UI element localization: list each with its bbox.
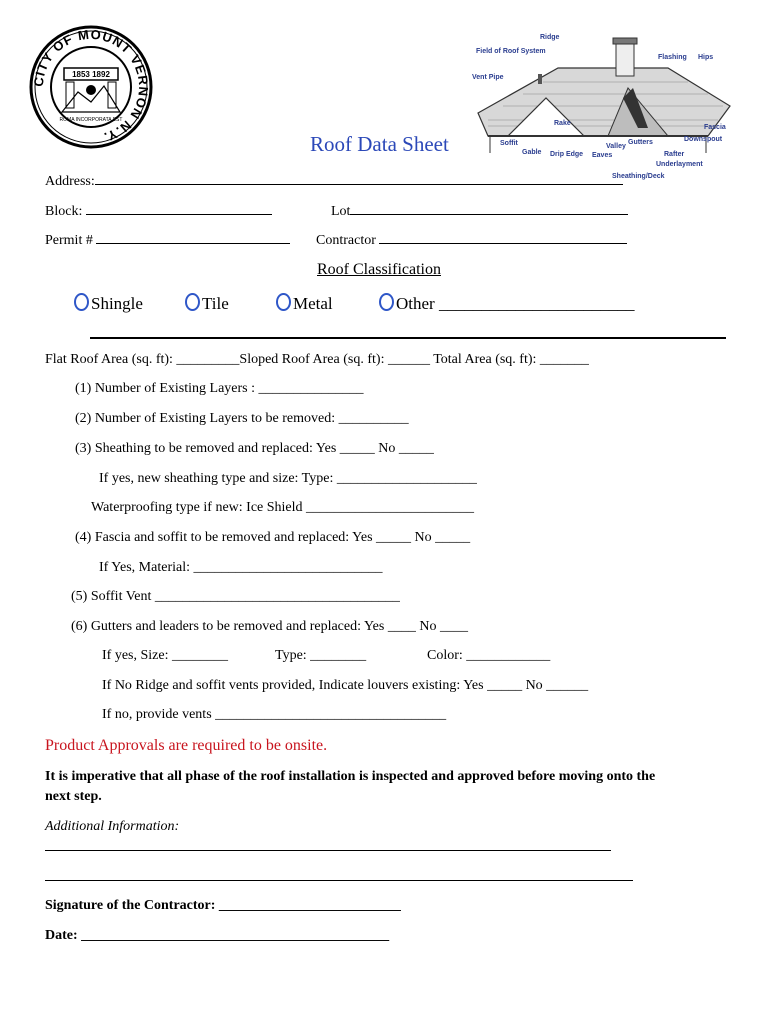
- option-metal[interactable]: [276, 293, 333, 314]
- tile-label: Tile: [202, 294, 229, 313]
- metal-radio[interactable]: [276, 293, 291, 311]
- svg-text:CITY OF MOUNT VERNON N.Y.: CITY OF MOUNT VERNON N.Y.: [30, 26, 152, 146]
- label-field: Field of Roof System: [476, 48, 546, 55]
- other-radio[interactable]: [379, 293, 394, 311]
- sloped-area[interactable]: Sloped Roof Area (sq. ft): ______: [239, 352, 430, 367]
- item-6b[interactable]: If No Ridge and soffit vents provided, Indicate louvers existing: Yes _____ No ______: [102, 678, 589, 693]
- item-2[interactable]: (2) Number of Existing Layers to be removed: __________: [75, 411, 409, 426]
- address-field[interactable]: [95, 172, 623, 185]
- option-shingle[interactable]: [74, 293, 143, 314]
- page-title: Roof Data Sheet: [310, 132, 449, 156]
- label-gable: Gable: [522, 149, 542, 156]
- label-vent-pipe: Vent Pipe: [472, 74, 504, 81]
- label-ridge: Ridge: [540, 34, 560, 41]
- item-6-color[interactable]: Color: ____________: [427, 648, 551, 663]
- section-divider: [90, 337, 726, 339]
- label-downspout: Downspout: [684, 136, 723, 143]
- option-other[interactable]: [379, 293, 634, 314]
- label-eaves: Eaves: [592, 152, 613, 159]
- label-flashing: Flashing: [658, 54, 687, 61]
- label-rake: Rake: [554, 120, 571, 127]
- item-6[interactable]: (6) Gutters and leaders to be removed and replaced: Yes ____ No ____: [71, 619, 468, 634]
- block-label: Block:: [45, 204, 83, 219]
- item-1[interactable]: (1) Number of Existing Layers : _______________: [75, 381, 364, 396]
- label-fascia: Fascia: [704, 124, 726, 131]
- total-area[interactable]: Total Area (sq. ft): _______: [433, 352, 589, 367]
- option-tile[interactable]: [185, 293, 229, 314]
- permit-field[interactable]: [96, 231, 290, 244]
- label-underlayment: Underlayment: [656, 161, 703, 168]
- roof-diagram: [468, 28, 738, 186]
- shingle-label: Shingle: [91, 294, 143, 313]
- lot-field[interactable]: [350, 202, 628, 215]
- date-field[interactable]: Date: ____________________________________________: [45, 928, 390, 943]
- additional-info-line-1[interactable]: [45, 850, 611, 851]
- label-drip-edge: Drip Edge: [550, 151, 584, 158]
- address-row: [45, 172, 623, 190]
- permit-label: Permit #: [45, 233, 93, 248]
- svg-text:ROMA INCORPORATA EST: ROMA INCORPORATA EST: [59, 117, 123, 123]
- additional-info-line-2[interactable]: [45, 880, 633, 881]
- tile-radio[interactable]: [185, 293, 200, 311]
- label-soffit: Soffit: [500, 140, 518, 147]
- imperative-line-1: It is imperative that all phase of the roof installation is inspected and approved before moving onto the: [45, 769, 656, 784]
- imperative-line-2: next step.: [45, 789, 102, 804]
- flat-area[interactable]: Flat Roof Area (sq. ft): _________: [45, 352, 240, 367]
- metal-label: Metal: [293, 294, 333, 313]
- item-4a[interactable]: If Yes, Material: ___________________________: [99, 560, 383, 575]
- shingle-radio[interactable]: [74, 293, 89, 311]
- contractor-label: Contractor: [316, 233, 376, 248]
- item-3a[interactable]: If yes, new sheathing type and size: Type: ____________________: [99, 471, 477, 486]
- item-4[interactable]: (4) Fascia and soffit to be removed and replaced: Yes _____ No _____: [75, 530, 471, 545]
- city-seal-logo: [28, 24, 154, 150]
- label-hips: Hips: [698, 54, 714, 61]
- lot-row: [331, 202, 628, 220]
- label-valley: Valley: [606, 143, 626, 150]
- product-approvals-notice: Product Approvals are required to be onsite.: [45, 737, 328, 754]
- item-3b[interactable]: Waterproofing type if new: Ice Shield ________________________: [91, 500, 475, 515]
- other-field[interactable]: _______________________: [438, 294, 635, 313]
- classification-title: Roof Classification: [317, 261, 441, 278]
- area-row: [45, 352, 589, 368]
- item-6-size[interactable]: If yes, Size: ________: [102, 648, 228, 663]
- item-6c[interactable]: If no, provide vents _________________________________: [102, 707, 447, 722]
- label-sheathing: Sheathing/Deck: [612, 173, 665, 180]
- contractor-field[interactable]: [379, 231, 627, 244]
- label-gutters: Gutters: [628, 139, 653, 146]
- permit-row: [45, 231, 290, 249]
- item-3[interactable]: (3) Sheathing to be removed and replaced: Yes _____ No _____: [75, 441, 434, 456]
- contractor-row: [316, 231, 627, 249]
- address-label: Address:: [45, 174, 95, 189]
- svg-text:1853 1892: 1853 1892: [72, 70, 110, 79]
- item-6-type[interactable]: Type: ________: [275, 648, 367, 663]
- other-label: Other: [396, 294, 435, 313]
- additional-info-label: Additional Information:: [45, 819, 180, 834]
- signature-field[interactable]: Signature of the Contractor: __________________________: [45, 898, 401, 913]
- item-5[interactable]: (5) Soffit Vent ___________________________________: [71, 589, 400, 604]
- block-field[interactable]: [86, 202, 272, 215]
- label-rafter: Rafter: [664, 151, 685, 158]
- lot-label: Lot: [331, 204, 351, 219]
- block-row: [45, 202, 272, 220]
